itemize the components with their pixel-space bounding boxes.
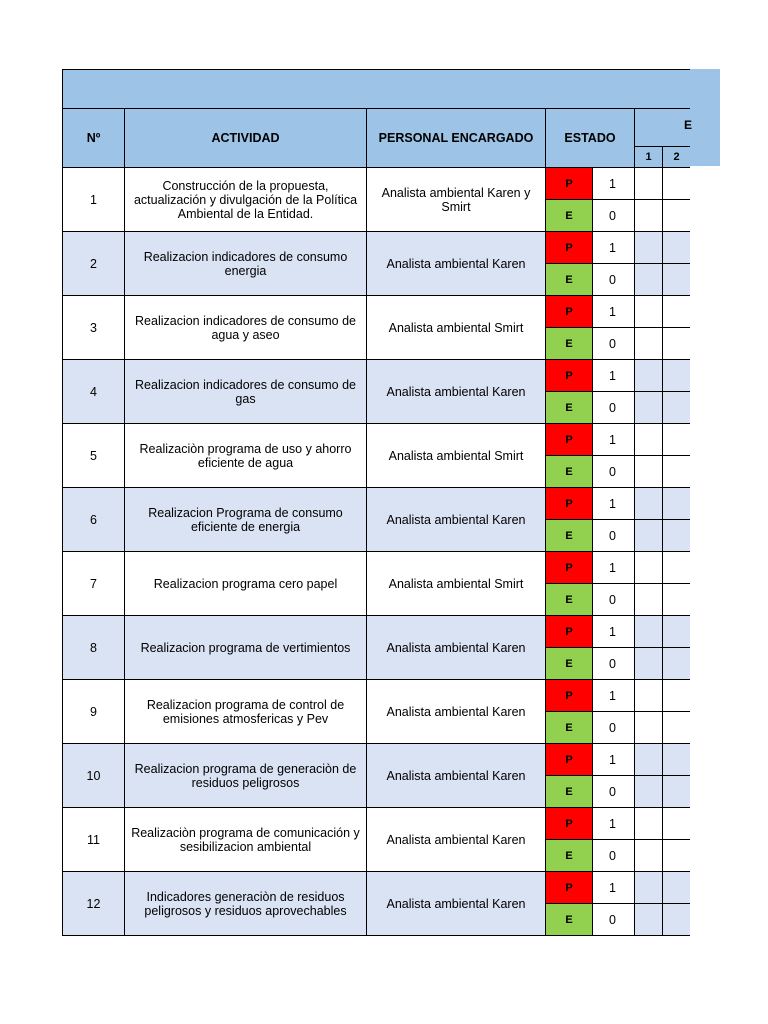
header-month-partial-label: E xyxy=(684,118,693,132)
executed-badge: E xyxy=(546,264,593,296)
planned-badge: P xyxy=(546,296,593,328)
row-number: 5 xyxy=(63,424,125,488)
row-personal: Analista ambiental Karen xyxy=(367,808,546,872)
row-number: 12 xyxy=(63,872,125,936)
month-cell xyxy=(635,296,663,328)
row-personal: Analista ambiental Karen xyxy=(367,744,546,808)
table-row xyxy=(63,488,691,520)
header-month-partial xyxy=(635,109,691,147)
row-number: 7 xyxy=(63,552,125,616)
month-cell xyxy=(635,744,663,776)
row-actividad: Realizacion Programa de consumo eficiente de energia xyxy=(125,488,367,552)
month-cell xyxy=(635,488,663,520)
row-number: 9 xyxy=(63,680,125,744)
month-cell xyxy=(635,264,663,296)
month-cell xyxy=(663,648,691,680)
month-cell xyxy=(663,456,691,488)
table-row xyxy=(63,808,691,840)
executed-value: 0 xyxy=(593,776,635,808)
executed-badge: E xyxy=(546,776,593,808)
executed-badge: E xyxy=(546,648,593,680)
row-actividad: Realizacion indicadores de consumo de gas xyxy=(125,360,367,424)
row-actividad: Realizacion programa cero papel xyxy=(125,552,367,616)
month-cell xyxy=(635,456,663,488)
month-cell xyxy=(635,584,663,616)
month-cell xyxy=(663,232,691,264)
activity-schedule-table xyxy=(62,69,691,936)
row-number: 2 xyxy=(63,232,125,296)
header-no: Nº xyxy=(63,109,125,168)
month-cell xyxy=(663,872,691,904)
planned-value: 1 xyxy=(593,616,635,648)
planned-badge: P xyxy=(546,360,593,392)
executed-badge: E xyxy=(546,392,593,424)
row-number: 1 xyxy=(63,168,125,232)
executed-badge: E xyxy=(546,328,593,360)
table-row xyxy=(63,616,691,648)
executed-value: 0 xyxy=(593,712,635,744)
executed-value: 0 xyxy=(593,904,635,936)
month-cell xyxy=(635,424,663,456)
row-personal: Analista ambiental Karen xyxy=(367,680,546,744)
row-number: 10 xyxy=(63,744,125,808)
month-cell xyxy=(635,360,663,392)
month-cell xyxy=(663,808,691,840)
planned-badge: P xyxy=(546,680,593,712)
planned-badge: P xyxy=(546,744,593,776)
planned-value: 1 xyxy=(593,360,635,392)
month-cell xyxy=(663,616,691,648)
month-cell xyxy=(663,744,691,776)
month-cell xyxy=(663,712,691,744)
row-personal: Analista ambiental Smirt xyxy=(367,424,546,488)
month-cell xyxy=(663,584,691,616)
planned-badge: P xyxy=(546,424,593,456)
row-personal: Analista ambiental Karen xyxy=(367,232,546,296)
month-cell xyxy=(663,904,691,936)
row-actividad: Realizacion indicadores de consumo energia xyxy=(125,232,367,296)
planned-value: 1 xyxy=(593,168,635,200)
table-row xyxy=(63,424,691,456)
header-actividad: ACTIVIDAD xyxy=(125,109,367,168)
table-row xyxy=(63,360,691,392)
month-cell xyxy=(635,168,663,200)
planned-value: 1 xyxy=(593,552,635,584)
month-cell xyxy=(663,200,691,232)
planned-badge: P xyxy=(546,552,593,584)
header-personal: PERSONAL ENCARGADO xyxy=(367,109,546,168)
month-cell xyxy=(663,328,691,360)
header-estado: ESTADO xyxy=(546,109,635,168)
subheader-1: 1 xyxy=(635,147,663,168)
row-actividad: Realizacion programa de control de emisiones atmosfericas y Pev xyxy=(125,680,367,744)
row-number: 11 xyxy=(63,808,125,872)
planned-value: 1 xyxy=(593,296,635,328)
header-band-extension xyxy=(690,69,720,166)
table-row xyxy=(63,296,691,328)
month-cell xyxy=(635,904,663,936)
row-actividad: Construcción de la propuesta, actualización y divulgación de la Política Ambiental de la Entidad. xyxy=(125,168,367,232)
row-actividad: Realizacion programa de vertimientos xyxy=(125,616,367,680)
row-personal: Analista ambiental Karen xyxy=(367,488,546,552)
month-cell xyxy=(635,232,663,264)
month-cell xyxy=(635,712,663,744)
month-cell xyxy=(635,680,663,712)
executed-badge: E xyxy=(546,904,593,936)
month-cell xyxy=(663,520,691,552)
month-cell xyxy=(635,392,663,424)
month-cell xyxy=(635,552,663,584)
month-cell xyxy=(635,776,663,808)
row-actividad: Realizacion indicadores de consumo de agua y aseo xyxy=(125,296,367,360)
month-cell xyxy=(635,872,663,904)
planned-badge: P xyxy=(546,872,593,904)
executed-badge: E xyxy=(546,840,593,872)
month-cell xyxy=(635,840,663,872)
month-cell xyxy=(663,264,691,296)
month-cell xyxy=(663,392,691,424)
month-cell xyxy=(635,616,663,648)
executed-badge: E xyxy=(546,200,593,232)
month-cell xyxy=(635,328,663,360)
planned-badge: P xyxy=(546,616,593,648)
month-cell xyxy=(663,296,691,328)
executed-badge: E xyxy=(546,584,593,616)
executed-value: 0 xyxy=(593,264,635,296)
month-cell xyxy=(663,840,691,872)
month-cell xyxy=(635,200,663,232)
table-row xyxy=(63,872,691,904)
month-cell xyxy=(663,552,691,584)
planned-value: 1 xyxy=(593,488,635,520)
executed-value: 0 xyxy=(593,392,635,424)
executed-value: 0 xyxy=(593,328,635,360)
month-cell xyxy=(635,520,663,552)
month-cell xyxy=(635,648,663,680)
table-row xyxy=(63,680,691,712)
row-number: 6 xyxy=(63,488,125,552)
planned-badge: P xyxy=(546,488,593,520)
month-cell xyxy=(663,488,691,520)
row-number: 3 xyxy=(63,296,125,360)
executed-value: 0 xyxy=(593,840,635,872)
row-personal: Analista ambiental Karen y Smirt xyxy=(367,168,546,232)
month-cell xyxy=(663,168,691,200)
row-actividad: Realizaciòn programa de uso y ahorro eficiente de agua xyxy=(125,424,367,488)
planned-badge: P xyxy=(546,808,593,840)
row-personal: Analista ambiental Karen xyxy=(367,616,546,680)
executed-badge: E xyxy=(546,520,593,552)
row-personal: Analista ambiental Smirt xyxy=(367,296,546,360)
executed-value: 0 xyxy=(593,200,635,232)
planned-value: 1 xyxy=(593,424,635,456)
executed-value: 0 xyxy=(593,456,635,488)
row-personal: Analista ambiental Smirt xyxy=(367,552,546,616)
table-body xyxy=(63,168,691,936)
executed-badge: E xyxy=(546,712,593,744)
executed-value: 0 xyxy=(593,520,635,552)
planned-value: 1 xyxy=(593,232,635,264)
row-actividad: Realizaciòn programa de comunicación y sesibilizacion ambiental xyxy=(125,808,367,872)
month-cell xyxy=(663,360,691,392)
month-cell xyxy=(635,808,663,840)
row-personal: Analista ambiental Karen xyxy=(367,360,546,424)
row-number: 4 xyxy=(63,360,125,424)
table-row xyxy=(63,168,691,200)
table-row xyxy=(63,232,691,264)
row-actividad: Realizacion programa de generaciòn de residuos peligrosos xyxy=(125,744,367,808)
table-row xyxy=(63,744,691,776)
month-cell xyxy=(663,680,691,712)
planned-badge: P xyxy=(546,232,593,264)
title-band xyxy=(63,70,691,109)
subheader-2: 2 xyxy=(663,147,691,168)
executed-value: 0 xyxy=(593,648,635,680)
executed-badge: E xyxy=(546,456,593,488)
planned-value: 1 xyxy=(593,808,635,840)
planned-value: 1 xyxy=(593,680,635,712)
planned-badge: P xyxy=(546,168,593,200)
month-cell xyxy=(663,424,691,456)
planned-value: 1 xyxy=(593,872,635,904)
table-row xyxy=(63,552,691,584)
row-actividad: Indicadores generaciòn de residuos peligrosos y residuos aprovechables xyxy=(125,872,367,936)
month-cell xyxy=(663,776,691,808)
executed-value: 0 xyxy=(593,584,635,616)
row-personal: Analista ambiental Karen xyxy=(367,872,546,936)
row-number: 8 xyxy=(63,616,125,680)
planned-value: 1 xyxy=(593,744,635,776)
